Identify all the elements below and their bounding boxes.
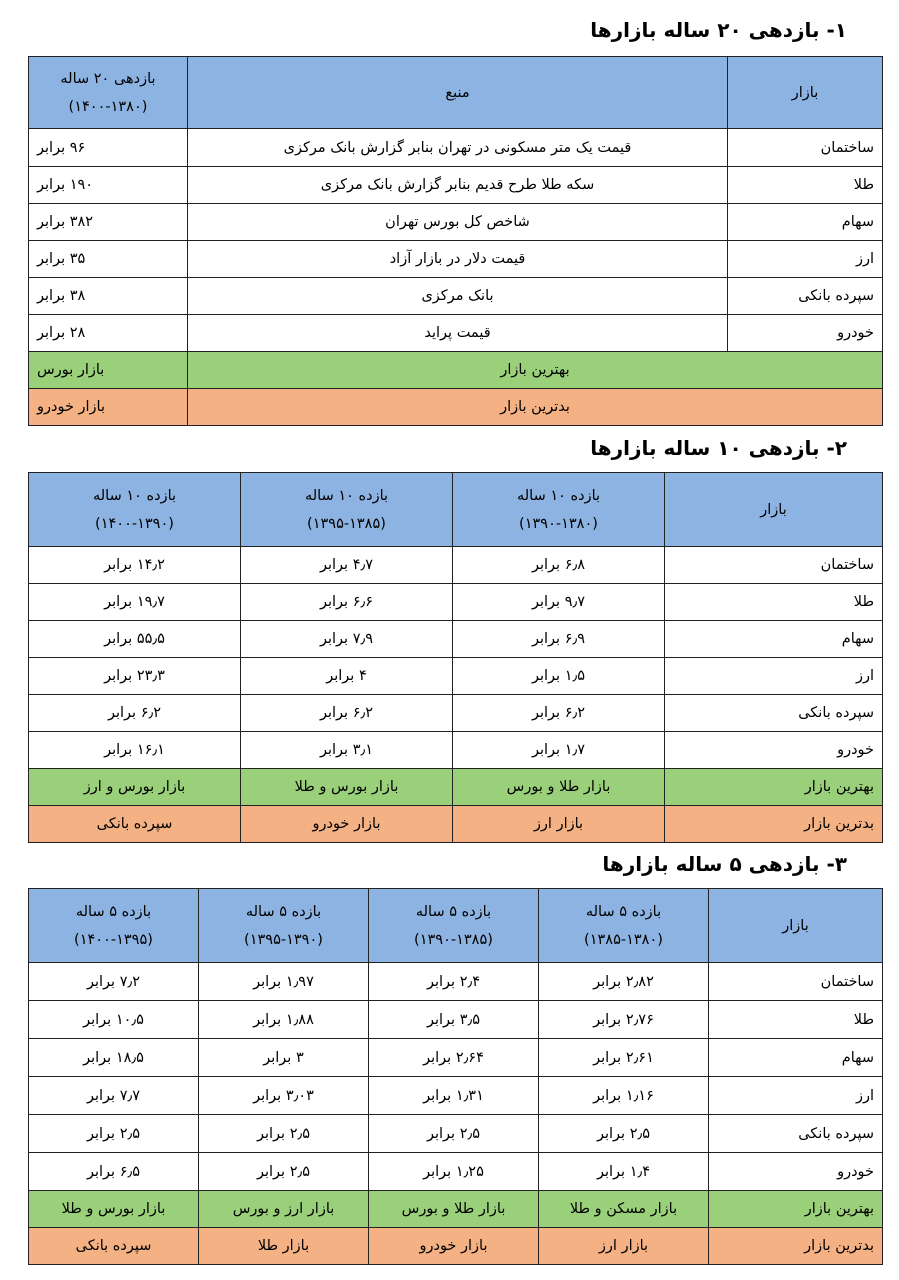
value-cell: ۳۵ برابر: [29, 241, 188, 278]
table-20-year: [28, 56, 883, 426]
best-market-label: بهترین بازار: [665, 769, 883, 806]
table-5-year: [28, 888, 883, 1265]
source-cell: شاخص کل بورس تهران: [188, 204, 728, 241]
market-cell: طلا: [709, 1001, 883, 1039]
worst-market-value: بازار خودرو: [241, 806, 453, 843]
best-market-value: بازار ارز و بورس: [199, 1191, 369, 1228]
best-market-value: بازار بورس و طلا: [241, 769, 453, 806]
table-header-row: [29, 473, 883, 547]
header-period-range: (۱۳۹۰-۱۳۸۵): [414, 931, 493, 948]
value-cell: ۴ برابر: [241, 658, 453, 695]
table-row: [29, 1077, 883, 1115]
table-row: [29, 315, 883, 352]
market-cell: ارز: [709, 1077, 883, 1115]
worst-market-value: بازار خودرو: [369, 1228, 539, 1265]
value-cell: ۱۴٫۲ برابر: [29, 547, 241, 584]
value-cell: ۲٫۴ برابر: [369, 963, 539, 1001]
worst-market-label: بدترین بازار: [188, 389, 883, 426]
header-period-title: بازده ۱۰ ساله: [516, 487, 601, 504]
value-cell: ۲٫۵ برابر: [29, 1115, 199, 1153]
header-period-range: (۱۳۹۰-۱۳۸۰): [519, 515, 598, 532]
table-row: [29, 1001, 883, 1039]
table-row: [29, 1039, 883, 1077]
value-cell: ۳٫۰۳ برابر: [199, 1077, 369, 1115]
value-cell: ۱۸٫۵ برابر: [29, 1039, 199, 1077]
value-cell: ۱٫۲۵ برابر: [369, 1153, 539, 1191]
header-period-range: (۱۳۹۵-۱۳۹۰): [244, 931, 323, 948]
value-cell: ۱٫۱۶ برابر: [539, 1077, 709, 1115]
table-header-row: [29, 889, 883, 963]
header-period: [241, 473, 453, 547]
table-row: [29, 204, 883, 241]
value-cell: ۳٫۱ برابر: [241, 732, 453, 769]
section1-title: ۱- بازدهی ۲۰ ساله بازارها: [590, 18, 847, 42]
value-cell: ۴٫۷ برابر: [241, 547, 453, 584]
header-period: [539, 889, 709, 963]
value-cell: ۲٫۶۱ برابر: [539, 1039, 709, 1077]
value-cell: ۲٫۵ برابر: [199, 1115, 369, 1153]
market-cell: سپرده بانکی: [728, 278, 883, 315]
value-cell: ۹۶ برابر: [29, 129, 188, 167]
table-row: [29, 695, 883, 732]
worst-market-row: [29, 1228, 883, 1265]
header-source: منبع: [188, 57, 728, 129]
header-return-period: (۱۴۰۰-۱۳۸۰): [68, 98, 148, 115]
value-cell: ۱٫۳۱ برابر: [369, 1077, 539, 1115]
value-cell: ۲٫۵ برابر: [539, 1115, 709, 1153]
value-cell: ۲٫۸۲ برابر: [539, 963, 709, 1001]
value-cell: ۶٫۲ برابر: [29, 695, 241, 732]
best-market-row: [29, 352, 883, 389]
table-row: [29, 278, 883, 315]
table-header-row: [29, 57, 883, 129]
best-market-label: بهترین بازار: [188, 352, 883, 389]
source-cell: قیمت پراید: [188, 315, 728, 352]
market-cell: خودرو: [709, 1153, 883, 1191]
header-period-title: بازده ۵ ساله: [415, 903, 492, 920]
value-cell: ۷٫۷ برابر: [29, 1077, 199, 1115]
table-row: [29, 167, 883, 204]
header-period-title: بازده ۵ ساله: [585, 903, 662, 920]
worst-market-value: سپرده بانکی: [29, 1228, 199, 1265]
market-cell: خودرو: [728, 315, 883, 352]
market-cell: سهام: [709, 1039, 883, 1077]
table-row: [29, 732, 883, 769]
header-period-title: بازده ۱۰ ساله: [304, 487, 389, 504]
best-market-value: بازار مسکن و طلا: [539, 1191, 709, 1228]
market-cell: سپرده بانکی: [709, 1115, 883, 1153]
market-cell: طلا: [665, 584, 883, 621]
header-market: بازار: [709, 889, 883, 963]
table-row: [29, 621, 883, 658]
value-cell: ۳۸۲ برابر: [29, 204, 188, 241]
best-market-row: [29, 769, 883, 806]
table-row: [29, 1153, 883, 1191]
value-cell: ۶٫۸ برابر: [453, 547, 665, 584]
table-row: [29, 129, 883, 167]
header-market: بازار: [728, 57, 883, 129]
best-market-row: [29, 1191, 883, 1228]
value-cell: ۶٫۲ برابر: [241, 695, 453, 732]
market-cell: ساختمان: [665, 547, 883, 584]
worst-market-value: بازار ارز: [539, 1228, 709, 1265]
market-cell: سهام: [665, 621, 883, 658]
value-cell: ۶٫۲ برابر: [453, 695, 665, 732]
section2-title: ۲- بازدهی ۱۰ ساله بازارها: [590, 436, 847, 460]
header-period-title: بازده ۵ ساله: [245, 903, 322, 920]
worst-market-value: بازار ارز: [453, 806, 665, 843]
source-cell: سکه طلا طرح قدیم بنابر گزارش بانک مرکزی: [188, 167, 728, 204]
value-cell: ۱۹۰ برابر: [29, 167, 188, 204]
market-cell: ساختمان: [709, 963, 883, 1001]
table-row: [29, 1115, 883, 1153]
worst-market-value: سپرده بانکی: [29, 806, 241, 843]
table-row: [29, 547, 883, 584]
header-period-title: بازده ۵ ساله: [75, 903, 152, 920]
market-cell: طلا: [728, 167, 883, 204]
worst-market-row: [29, 389, 883, 426]
value-cell: ۷٫۹ برابر: [241, 621, 453, 658]
best-market-value: بازار بورس و ارز: [29, 769, 241, 806]
value-cell: ۷٫۲ برابر: [29, 963, 199, 1001]
worst-market-label: بدترین بازار: [665, 806, 883, 843]
worst-market-row: [29, 806, 883, 843]
header-period: [29, 889, 199, 963]
market-cell: سپرده بانکی: [665, 695, 883, 732]
header-return-title: بازدهی ۲۰ ساله: [60, 70, 156, 87]
value-cell: ۲۳٫۳ برابر: [29, 658, 241, 695]
source-cell: قیمت دلار در بازار آزاد: [188, 241, 728, 278]
header-period-range: (۱۴۰۰-۱۳۹۵): [74, 931, 153, 948]
header-period: [369, 889, 539, 963]
header-return: [29, 57, 188, 129]
value-cell: ۲۸ برابر: [29, 315, 188, 352]
table-row: [29, 241, 883, 278]
value-cell: ۱٫۹۷ برابر: [199, 963, 369, 1001]
value-cell: ۱۹٫۷ برابر: [29, 584, 241, 621]
value-cell: ۱٫۴ برابر: [539, 1153, 709, 1191]
market-cell: خودرو: [665, 732, 883, 769]
value-cell: ۵۵٫۵ برابر: [29, 621, 241, 658]
table-row: [29, 658, 883, 695]
header-period-range: (۱۳۸۵-۱۳۸۰): [584, 931, 663, 948]
header-period-range: (۱۳۹۵-۱۳۸۵): [307, 515, 386, 532]
value-cell: ۹٫۷ برابر: [453, 584, 665, 621]
value-cell: ۶٫۶ برابر: [241, 584, 453, 621]
table-10-year: [28, 472, 883, 843]
table-row: [29, 584, 883, 621]
header-period: [29, 473, 241, 547]
value-cell: ۳۸ برابر: [29, 278, 188, 315]
market-cell: ارز: [728, 241, 883, 278]
best-market-value: بازار طلا و بورس: [369, 1191, 539, 1228]
market-cell: ارز: [665, 658, 883, 695]
worst-market-value: بازار طلا: [199, 1228, 369, 1265]
value-cell: ۱٫۷ برابر: [453, 732, 665, 769]
value-cell: ۲٫۵ برابر: [199, 1153, 369, 1191]
value-cell: ۱٫۵ برابر: [453, 658, 665, 695]
value-cell: ۱٫۸۸ برابر: [199, 1001, 369, 1039]
header-period-title: بازده ۱۰ ساله: [92, 487, 177, 504]
value-cell: ۶٫۵ برابر: [29, 1153, 199, 1191]
header-period: [199, 889, 369, 963]
worst-market-value: بازار خودرو: [29, 389, 188, 426]
value-cell: ۳ برابر: [199, 1039, 369, 1077]
best-market-label: بهترین بازار: [709, 1191, 883, 1228]
value-cell: ۲٫۷۶ برابر: [539, 1001, 709, 1039]
value-cell: ۱۶٫۱ برابر: [29, 732, 241, 769]
value-cell: ۳٫۵ برابر: [369, 1001, 539, 1039]
value-cell: ۱۰٫۵ برابر: [29, 1001, 199, 1039]
best-market-value: بازار طلا و بورس: [453, 769, 665, 806]
worst-market-label: بدترین بازار: [709, 1228, 883, 1265]
source-cell: قیمت یک متر مسکونی در تهران بنابر گزارش بانک مرکزی: [188, 129, 728, 167]
header-period-range: (۱۴۰۰-۱۳۹۰): [95, 515, 174, 532]
value-cell: ۲٫۵ برابر: [369, 1115, 539, 1153]
section3-title: ۳- بازدهی ۵ ساله بازارها: [602, 852, 847, 876]
value-cell: ۲٫۶۴ برابر: [369, 1039, 539, 1077]
market-cell: ساختمان: [728, 129, 883, 167]
best-market-value: بازار بورس: [29, 352, 188, 389]
header-period: [453, 473, 665, 547]
source-cell: بانک مرکزی: [188, 278, 728, 315]
table-row: [29, 963, 883, 1001]
best-market-value: بازار بورس و طلا: [29, 1191, 199, 1228]
value-cell: ۶٫۹ برابر: [453, 621, 665, 658]
market-cell: سهام: [728, 204, 883, 241]
header-market: بازار: [665, 473, 883, 547]
